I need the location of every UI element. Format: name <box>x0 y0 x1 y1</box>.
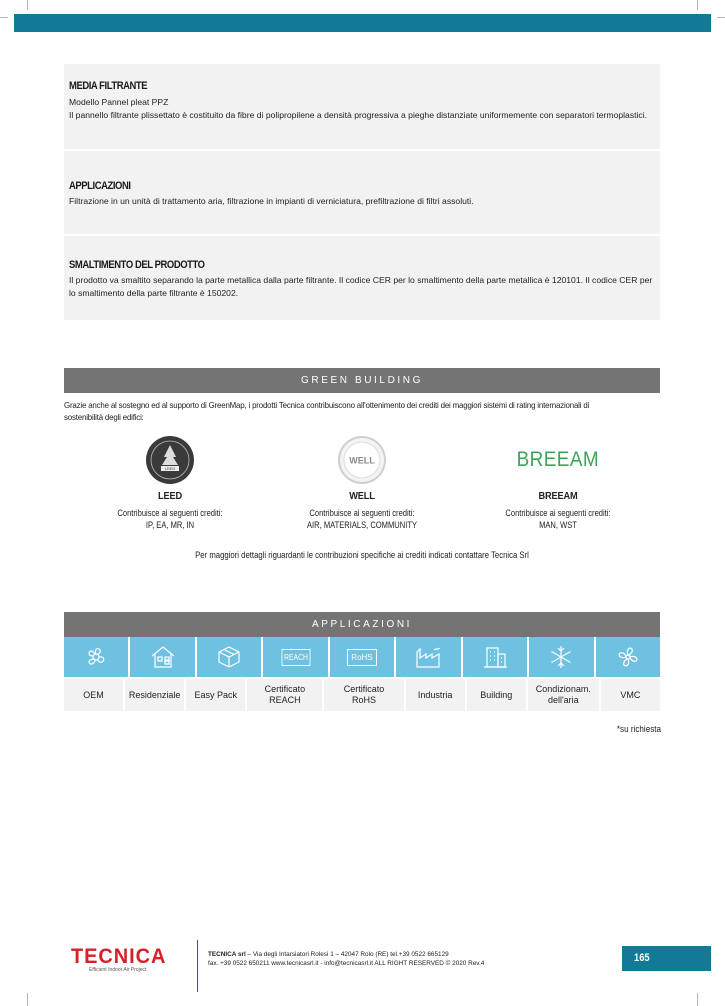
section-text: Modello Pannel pleat PPZ <box>69 97 169 107</box>
on-request-note: *su richiesta <box>616 724 661 734</box>
tecnica-logo <box>71 945 171 973</box>
leed-logo-icon <box>60 434 280 486</box>
reach-icon <box>263 637 327 677</box>
rohs-icon <box>330 637 394 677</box>
cert-desc-line: Contribuisce ai seguenti crediti: <box>117 508 223 518</box>
reach-icon-text: REACH <box>281 649 310 666</box>
applicazioni-label-row <box>64 679 660 711</box>
applicazioni-icon-row <box>64 637 660 677</box>
crop-mark <box>27 993 28 1006</box>
app-label: Certificato REACH <box>247 679 322 711</box>
green-building-intro: Grazie anche al sostegno ed al supporto di GreenMap, i prodotti Tecnica contribuiscono all'ottenimento dei crediti dei maggiori sistemi di rating internazionali di sostenibilità degli edifici: <box>64 400 590 422</box>
house-icon <box>130 637 194 677</box>
section-title: APPLICAZIONI <box>69 180 131 192</box>
cert-desc-line: Contribuisce ai seguenti crediti: <box>505 508 611 518</box>
green-building-header: GREEN BUILDING <box>64 368 660 393</box>
breeam-logo-text: BREEAM <box>516 448 600 471</box>
cert-desc <box>267 507 456 531</box>
cert-desc <box>463 507 652 531</box>
cert-leed <box>60 434 280 531</box>
address-line: – Via degli Intarsiatori Rolesi 1 – 42047 Rolo (RE) tel.+39 0522 665129 <box>245 951 449 958</box>
cert-name: LEED <box>158 490 182 502</box>
cert-credits: IP, EA, MR, IN <box>145 520 195 530</box>
crop-mark <box>697 0 698 10</box>
company-name: TECNICA srl <box>208 951 246 958</box>
box-icon <box>197 637 261 677</box>
contact-line: fax. +39 0522 650211 www.tecnicasrl.it - info@tecnicasrl.it ALL RIGHT RESERVED © 2020 Rev.4 <box>208 959 485 967</box>
app-label: Residenziale <box>125 679 184 711</box>
well-logo-text: WELL <box>349 455 375 466</box>
applicazioni-header: APPLICAZIONI <box>64 612 660 637</box>
page-number: 165 <box>634 952 650 964</box>
snowflake-icon <box>529 637 593 677</box>
breeam-logo-icon <box>448 434 668 486</box>
brand-name: TECNICA <box>71 945 167 968</box>
section-text: Il pannello filtrante plissettato è costituito da fibre di polipropilene a densità progressiva a pieghe distanziate uniformemente con separatori termoplastici. <box>69 110 648 120</box>
header-bar <box>14 14 711 32</box>
crop-mark <box>0 17 8 18</box>
cert-desc-line: Contribuisce ai seguenti crediti: <box>309 508 415 518</box>
section-title: SMALTIMENTO DEL PRODOTTO <box>69 259 205 271</box>
factory-icon <box>396 637 460 677</box>
section-text: Filtrazione in un unità di trattamento aria, filtrazione in impianti di verniciatura, prefiltrazione di filtri assoluti. <box>69 196 474 206</box>
app-label: Industria <box>406 679 465 711</box>
app-label: Easy Pack <box>186 679 245 711</box>
leed-logo-text: LEED <box>164 466 176 471</box>
cert-breeam <box>448 434 668 531</box>
brand-tagline: Efficient Indoor Air Project <box>89 967 147 973</box>
well-logo-icon <box>252 434 472 486</box>
section-media-filtrante <box>64 64 660 149</box>
section-applicazioni <box>64 151 660 234</box>
footer-divider <box>197 940 198 992</box>
cert-desc <box>75 507 264 531</box>
rohs-icon-text: RoHS <box>347 649 376 666</box>
crop-mark <box>697 993 698 1006</box>
crop-mark <box>717 17 725 18</box>
app-label: Building <box>467 679 526 711</box>
section-smaltimento <box>64 236 660 320</box>
building-icon <box>463 637 527 677</box>
ventilation-icon <box>596 637 660 677</box>
green-building-note: Per maggiori dettagli riguardanti le contribuzioni specifiche ai crediti indicati contattare Tecnica Srl <box>195 550 529 560</box>
cert-well <box>252 434 472 531</box>
section-title: MEDIA FILTRANTE <box>69 80 148 92</box>
cert-credits: AIR, MATERIALS, COMMUNITY <box>307 520 417 530</box>
cert-credits: MAN, WST <box>539 520 577 530</box>
footer-address <box>208 951 484 968</box>
app-label: Condizionam. dell'aria <box>528 679 599 711</box>
cert-name: BREEAM <box>538 490 578 502</box>
app-label: OEM <box>64 679 123 711</box>
app-label: VMC <box>601 679 660 711</box>
section-text: Il prodotto va smaltito separando la parte metallica dalla parte filtrante. Il codice CER per lo smaltimento della parte metallica è 120101. Il codice CER per lo smaltimento della parte filtrante è 150202. <box>69 275 653 298</box>
fan-module-icon <box>64 637 128 677</box>
crop-mark <box>27 0 28 10</box>
cert-name: WELL <box>349 490 375 502</box>
app-label: Certificato RoHS <box>324 679 403 711</box>
page-number-box <box>622 946 711 971</box>
